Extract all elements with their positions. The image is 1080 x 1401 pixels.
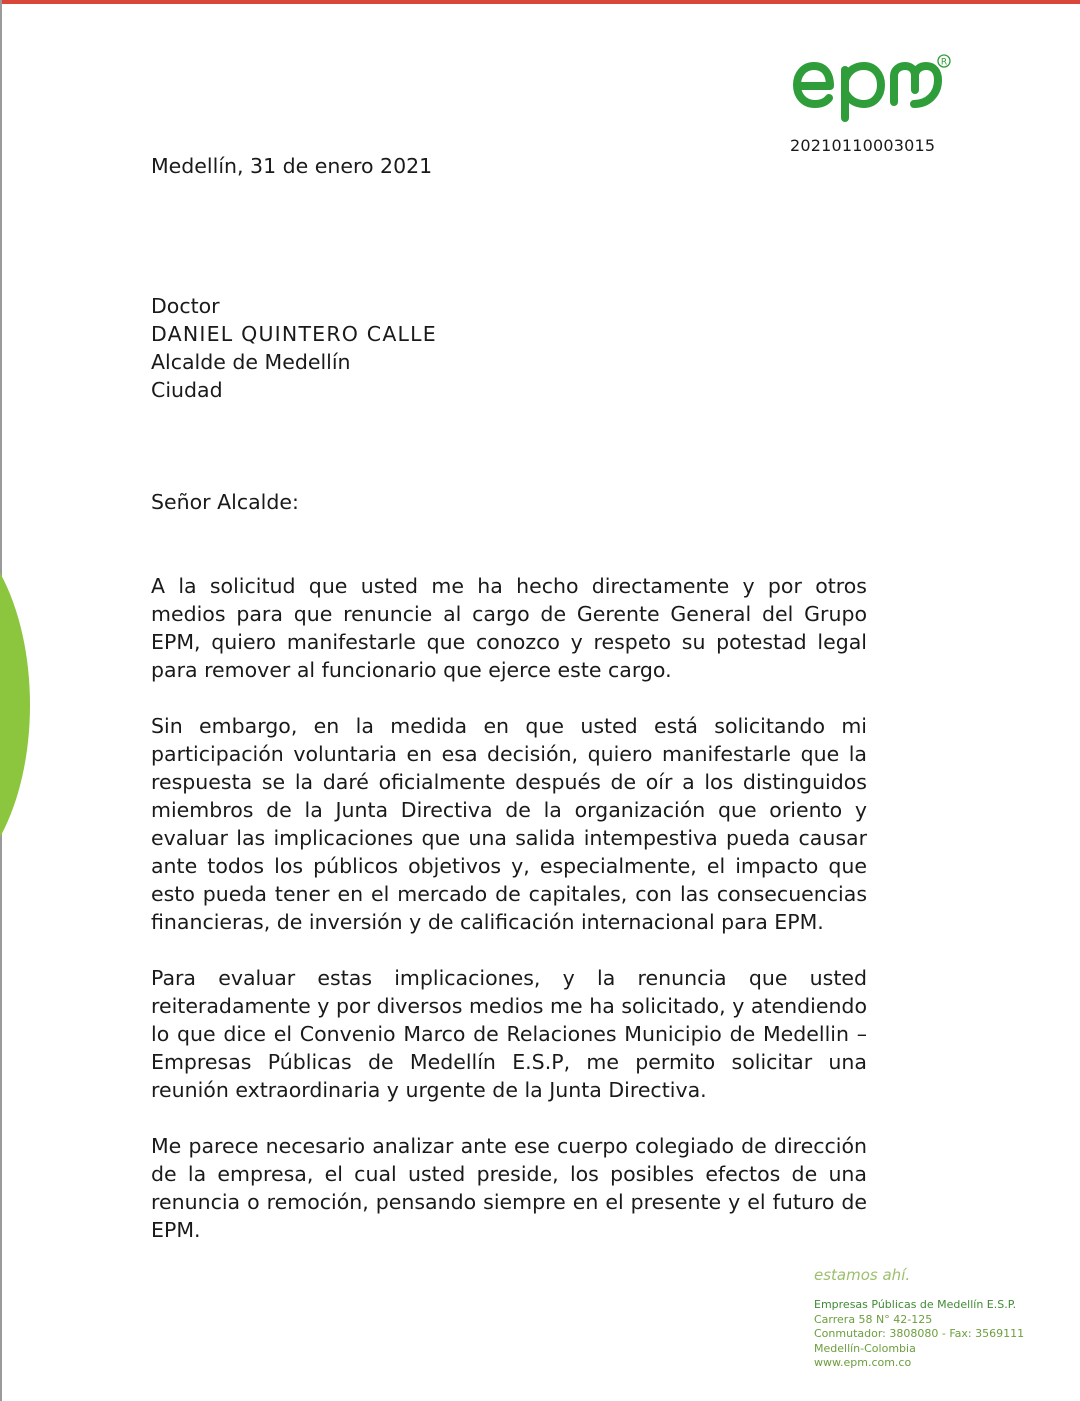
body-paragraph: Me parece necesario analizar ante ese cuerpo colegiado de dirección de la empresa, el cual usted preside, los posibles efectos de una renuncia o remoción, pensando siempre en el presente y el futuro de EPM. xyxy=(151,1134,867,1242)
body-paragraph: Sin embargo, en la medida en que usted está solicitando mi participación voluntaria en esa decisión, quiero manifestarle que la respuesta se la daré oficialmente después de oír a los distinguidos miembros de la Junta Directiva de la organización que oriento y evaluar las implicaciones que una salida intempestiva pueda causar ante todos los públicos objetivos y, especialmente, el impacto que esto pueda tener en el mercado de capitales, con las consecuencias financieras, de inversión y de calificación internacional para EPM. xyxy=(151,714,867,934)
recipient-block xyxy=(151,292,867,404)
body-paragraph: Para evaluar estas implicaciones, y la renuncia que usted reiteradamente y por diversos medios me ha solicitado, y atendiendo lo que dice el Convenio Marco de Relaciones Municipio de Medellin – Empresas Públicas de Medellín E.S.P, me permito solicitar una reunión extraordinaria y urgente de la Junta Directiva. xyxy=(151,966,867,1102)
recipient-city: Ciudad xyxy=(151,378,223,402)
registered-mark: R xyxy=(940,57,948,68)
footer-phone: Conmutador: 3808080 - Fax: 3569111 xyxy=(814,1327,1025,1340)
recipient-position: Alcalde de Medellín xyxy=(151,350,351,374)
document-reference-number: 20210110003015 xyxy=(790,136,936,155)
letter-date: Medellín, 31 de enero 2021 xyxy=(151,154,433,178)
footer-website-link[interactable]: www.epm.com.co xyxy=(814,1356,912,1369)
decorative-green-arc xyxy=(0,520,30,890)
footer-city: Medellín-Colombia xyxy=(814,1341,916,1355)
salutation: Señor Alcalde: xyxy=(151,490,299,514)
footer-slogan: estamos ahí. xyxy=(814,1266,911,1284)
recipient-name: DANIEL QUINTERO CALLE xyxy=(151,322,437,346)
body-paragraph: A la solicitud que usted me ha hecho directamente y por otros medios para que renuncie al cargo de Gerente General del Grupo EPM, quiero manifestarle que conozco y respeto su potestad legal para remover al funcionario que ejerce este cargo. xyxy=(151,574,867,682)
letter-body xyxy=(151,572,867,1272)
epm-logo xyxy=(790,50,955,130)
top-border xyxy=(0,0,1080,4)
footer-address: Carrera 58 N° 42-125 xyxy=(814,1312,933,1326)
recipient-title: Doctor xyxy=(151,294,220,318)
footer-company-name: Empresas Públicas de Medellín E.S.P. xyxy=(814,1298,1017,1311)
letterhead-footer xyxy=(814,1266,1024,1371)
